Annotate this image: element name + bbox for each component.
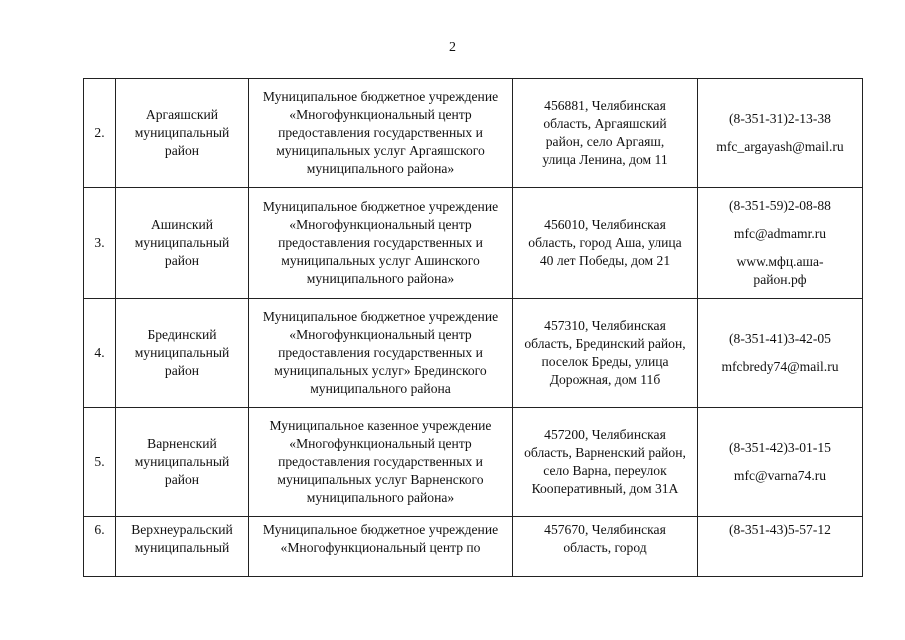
address-cell: 456881, Челябинская область, Аргаяшский район, село Аргаяш, улица Ленина, дом 11 <box>513 79 698 188</box>
website-link[interactable]: www.мфц.аша- район.рф <box>736 254 824 287</box>
district-cell: Аргаяшский муниципальный район <box>116 79 249 188</box>
address-cell: 457200, Челябинская область, Варненский район, село Варна, переулок Кооперативный, дом 31А <box>513 408 698 517</box>
contacts-cell <box>698 517 863 577</box>
phone-number: (8-351-41)3-42-05 <box>729 331 831 346</box>
email-link[interactable]: mfcbredy74@mail.ru <box>721 359 839 374</box>
organization-cell: Муниципальное бюджетное учреждение «Многофункциональный центр предоставления государственных и муниципальных услуг Ашинского муниципального района» <box>249 188 513 299</box>
mfc-table <box>83 78 863 577</box>
phone-number: (8-351-42)3-01-15 <box>729 440 831 455</box>
district-cell: Ашинский муниципальный район <box>116 188 249 299</box>
organization-cell: Муниципальное бюджетное учреждение «Многофункциональный центр по <box>249 517 513 577</box>
row-number: 4. <box>84 299 116 408</box>
page-number: 2 <box>449 40 456 55</box>
contacts-cell <box>698 188 863 299</box>
table-row <box>84 188 863 299</box>
row-number: 6. <box>84 517 116 577</box>
district-cell: Варненский муниципальный район <box>116 408 249 517</box>
organization-cell: Муниципальное бюджетное учреждение «Многофункциональный центр предоставления государственных и муниципальных услуг» Брединского муниципального района <box>249 299 513 408</box>
row-number: 5. <box>84 408 116 517</box>
contacts-cell <box>698 299 863 408</box>
email-link[interactable]: mfc@varna74.ru <box>733 468 827 483</box>
table-row <box>84 517 863 577</box>
organization-cell: Муниципальное казенное учреждение «Многофункциональный центр предоставления государственных и муниципальных услуг Варненского муниципального района» <box>249 408 513 517</box>
organization-cell: Муниципальное бюджетное учреждение «Многофункциональный центр предоставления государственных и муниципальных услуг Аргаяшского муниципального района» <box>249 79 513 188</box>
phone-number: (8-351-59)2-08-88 <box>729 198 831 213</box>
email-link[interactable]: mfc_argayash@mail.ru <box>716 139 844 154</box>
address-cell: 457670, Челябинская область, город <box>513 517 698 577</box>
table-row <box>84 79 863 188</box>
address-cell: 456010, Челябинская область, город Аша, улица 40 лет Победы, дом 21 <box>513 188 698 299</box>
phone-number: (8-351-43)5-57-12 <box>729 522 831 537</box>
district-cell: Брединский муниципальный район <box>116 299 249 408</box>
table-row <box>84 408 863 517</box>
email-link[interactable]: mfc@admamr.ru <box>733 226 827 241</box>
contacts-cell <box>698 79 863 188</box>
district-cell: Верхнеуральский муниципальный <box>116 517 249 577</box>
row-number: 2. <box>84 79 116 188</box>
contacts-cell <box>698 408 863 517</box>
phone-number: (8-351-31)2-13-38 <box>729 111 831 126</box>
table-row <box>84 299 863 408</box>
address-cell: 457310, Челябинская область, Брединский район, поселок Бреды, улица Дорожная, дом 11б <box>513 299 698 408</box>
row-number: 3. <box>84 188 116 299</box>
